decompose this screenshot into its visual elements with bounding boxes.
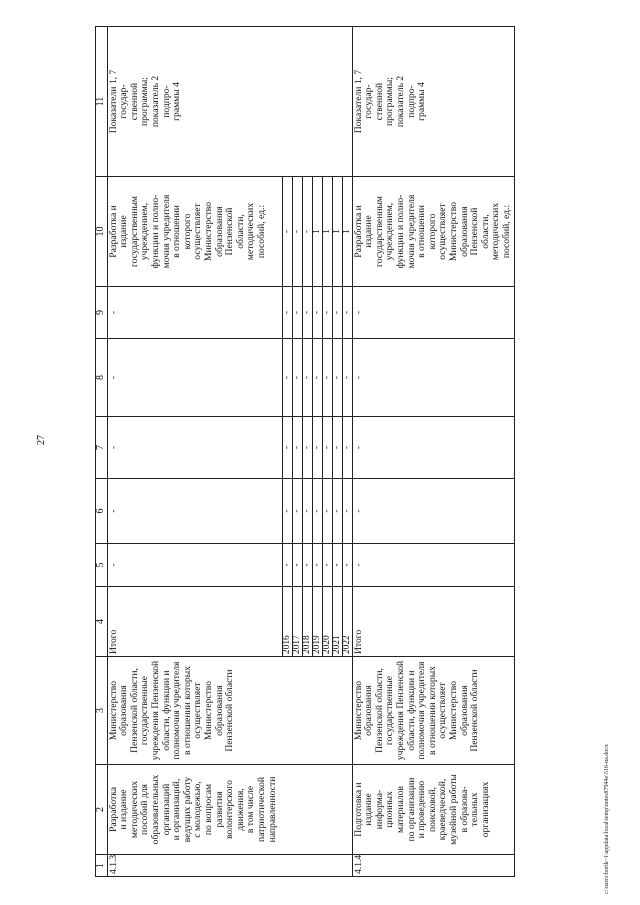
column-header: 4: [96, 587, 108, 657]
activity-number: 4.1.4: [352, 855, 514, 877]
year-label: 2018: [302, 587, 312, 657]
year-value: -: [312, 417, 322, 479]
rotated-table-sheet: [95, 27, 545, 877]
year-value: -: [332, 417, 342, 479]
year-label: 2021: [332, 587, 342, 657]
year-value: -: [292, 287, 302, 339]
year-value: -: [332, 479, 342, 544]
year-value: -: [282, 544, 292, 587]
year-value: 1: [322, 177, 332, 287]
year-value: -: [302, 544, 312, 587]
column-header: 2: [96, 765, 108, 855]
year-value: -: [312, 544, 322, 587]
year-value: 1: [342, 177, 352, 287]
total-value: -: [107, 339, 282, 417]
year-value: -: [312, 479, 322, 544]
indicator-name: Разработка и издание государственным учреждением, функции и полно- мочия учредителя в отношении которого осуществляет Министерство образования Пензенской области, методических пособий, ед.:: [107, 177, 282, 287]
year-value: -: [302, 479, 312, 544]
year-value: -: [312, 339, 322, 417]
year-value: -: [302, 417, 312, 479]
year-value: -: [292, 479, 302, 544]
total-label: Итого: [352, 587, 514, 657]
year-value: -: [322, 339, 332, 417]
column-header: 11: [96, 27, 108, 177]
year-value: -: [282, 177, 292, 287]
year-label: 2019: [312, 587, 322, 657]
column-header: 7: [96, 417, 108, 479]
year-value: -: [312, 287, 322, 339]
year-value: -: [342, 417, 352, 479]
total-value: -: [352, 544, 514, 587]
activity-number: 4.1.3: [107, 855, 352, 877]
year-value: -: [282, 339, 292, 417]
year-value: -: [292, 339, 302, 417]
year-value: -: [342, 544, 352, 587]
program-reference: Показатели 1, 7 государ- ственной программы; показатель 2 подпро- граммы 4: [107, 27, 352, 177]
year-label: 2022: [342, 587, 352, 657]
year-value: -: [342, 287, 352, 339]
year-value: -: [332, 544, 342, 587]
activity-executor: Министерство образования Пензенской области, государственные учреждения Пензенской области, функции и полномочия учредителя в отношении которых осуществляет Министерство образования Пензенской области: [352, 657, 514, 765]
column-header: 1: [96, 855, 108, 877]
year-value: -: [282, 287, 292, 339]
year-label: 2020: [322, 587, 332, 657]
column-header: 8: [96, 339, 108, 417]
total-label: Итого: [107, 587, 282, 657]
year-value: -: [302, 339, 312, 417]
year-value: -: [292, 417, 302, 479]
table-row: [107, 27, 282, 877]
year-value: -: [322, 544, 332, 587]
year-value: -: [332, 339, 342, 417]
year-value: -: [292, 177, 302, 287]
total-value: -: [352, 479, 514, 544]
year-value: -: [322, 417, 332, 479]
column-header: 9: [96, 287, 108, 339]
header-row: [96, 27, 108, 877]
table-row: [352, 27, 514, 877]
activity-executor: Министерство образования Пензенской области, государственные учреждения Пензенской области, функции и полномочия учредителя в отношении которых осуществляет Министерство образования Пензенской области: [107, 657, 352, 765]
year-value: -: [342, 339, 352, 417]
total-value: -: [107, 544, 282, 587]
year-value: -: [322, 479, 332, 544]
year-value: -: [302, 287, 312, 339]
year-value: -: [332, 287, 342, 339]
activity-name: Подготовка и издание информа- ционных материалов по организации и проведению поисковой, краеведческой, музейной работы в образова- тельных организациях: [352, 765, 514, 855]
footer-file-path: c:\users\borik~1\appdata\local\temp\notes87944e\516-на.docx: [604, 744, 610, 894]
total-value: -: [352, 417, 514, 479]
activity-name: Разработка и издание методических пособий для образовательных организаций и организаций, ведущих работу с молодежью, по вопросам развития волонтерского движения, в том числе патриотической направленности: [107, 765, 352, 855]
page-number: 27: [36, 435, 47, 445]
year-value: 1: [332, 177, 342, 287]
total-value: -: [107, 287, 282, 339]
year-value: -: [292, 544, 302, 587]
year-value: -: [282, 479, 292, 544]
program-reference: Показатели 1, 7 государ- ственной программы; показатель 2 подпро- граммы 4: [352, 27, 514, 177]
year-value: -: [282, 417, 292, 479]
year-value: 1: [312, 177, 322, 287]
year-value: -: [302, 177, 312, 287]
year-value: -: [322, 287, 332, 339]
total-value: -: [107, 417, 282, 479]
year-label: 2017: [292, 587, 302, 657]
column-header: 3: [96, 657, 108, 765]
column-header: 10: [96, 177, 108, 287]
column-header: 6: [96, 479, 108, 544]
program-activities-table: [95, 26, 515, 877]
total-value: -: [352, 339, 514, 417]
year-label: 2016: [282, 587, 292, 657]
year-value: -: [342, 479, 352, 544]
column-header: 5: [96, 544, 108, 587]
indicator-name: Разработка и издание государственным учреждением, функции и полно- мочия учредителя в отношении которого осуществляет Министерство образования Пензенской области, методических пособий, ед.:: [352, 177, 514, 287]
total-value: -: [107, 479, 282, 544]
total-value: -: [352, 287, 514, 339]
